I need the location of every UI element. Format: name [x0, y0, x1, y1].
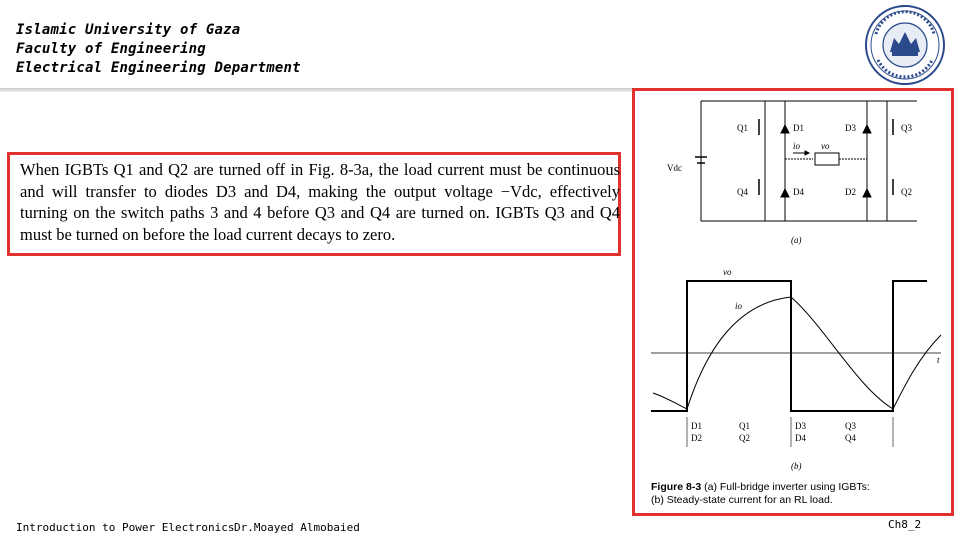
q1-label: Q1 — [737, 123, 748, 133]
t-axis-label: t — [937, 355, 940, 365]
d1-label: D1 — [793, 123, 804, 133]
part-a-label: (a) — [791, 235, 802, 245]
figure-box — [632, 88, 954, 516]
caption-line1: (a) Full-bridge inverter using IGBTs: — [704, 481, 870, 493]
d4-interval-label: D4 — [795, 433, 806, 443]
footer-course: Introduction to Power Electronics — [16, 521, 235, 534]
q3-label: Q3 — [901, 123, 912, 133]
vo-circuit-label: vo — [821, 141, 830, 151]
d3-interval-label: D3 — [795, 421, 806, 431]
d1-interval-label: D1 — [691, 421, 702, 431]
vo-wave-label: vo — [723, 267, 732, 277]
highlighted-text-box — [7, 152, 621, 256]
d2-interval-label: D2 — [691, 433, 702, 443]
figure-drawing — [635, 91, 951, 513]
q3-interval-label: Q3 — [845, 421, 856, 431]
figure-caption — [651, 481, 941, 507]
bridge-circuit — [695, 101, 917, 221]
part-b-label: (b) — [791, 461, 802, 471]
university-seal-logo — [864, 4, 946, 86]
q2-interval-label: Q2 — [739, 433, 750, 443]
q4-label: Q4 — [737, 187, 748, 197]
d4-label: D4 — [793, 187, 804, 197]
vo-square-wave — [651, 281, 927, 411]
d3-label: D3 — [845, 123, 856, 133]
q1-interval-label: Q1 — [739, 421, 750, 431]
io-circuit-label: io — [793, 141, 801, 151]
q4-interval-label: Q4 — [845, 433, 856, 443]
caption-line2: (b) Steady-state current for an RL load. — [651, 494, 833, 506]
body-paragraph: When IGBTs Q1 and Q2 are turned off in Fig. 8-3a, the load current must be continuous and will transfer to diodes D3 and D4, making the output voltage −Vdc, effectively turning on the switch paths 3 and 4 before Q3 and Q4 are turned on. IGBTs Q3 and Q4 must be turned on before the load current decays to zero. — [20, 160, 620, 244]
footer-instructor: Dr.Moayed Almobaied — [234, 521, 360, 534]
header-divider — [0, 88, 632, 92]
university-name: Islamic University of Gaza — [16, 22, 241, 38]
caption-title: Figure 8-3 — [651, 481, 702, 493]
vdc-label: Vdc — [667, 163, 682, 173]
footer-page-number: Ch8_2 — [888, 518, 922, 531]
department-name: Electrical Engineering Department — [16, 60, 301, 76]
d2-label: D2 — [845, 187, 856, 197]
faculty-name: Faculty of Engineering — [16, 41, 206, 57]
q2-label: Q2 — [901, 187, 912, 197]
io-wave-label: io — [735, 301, 743, 311]
